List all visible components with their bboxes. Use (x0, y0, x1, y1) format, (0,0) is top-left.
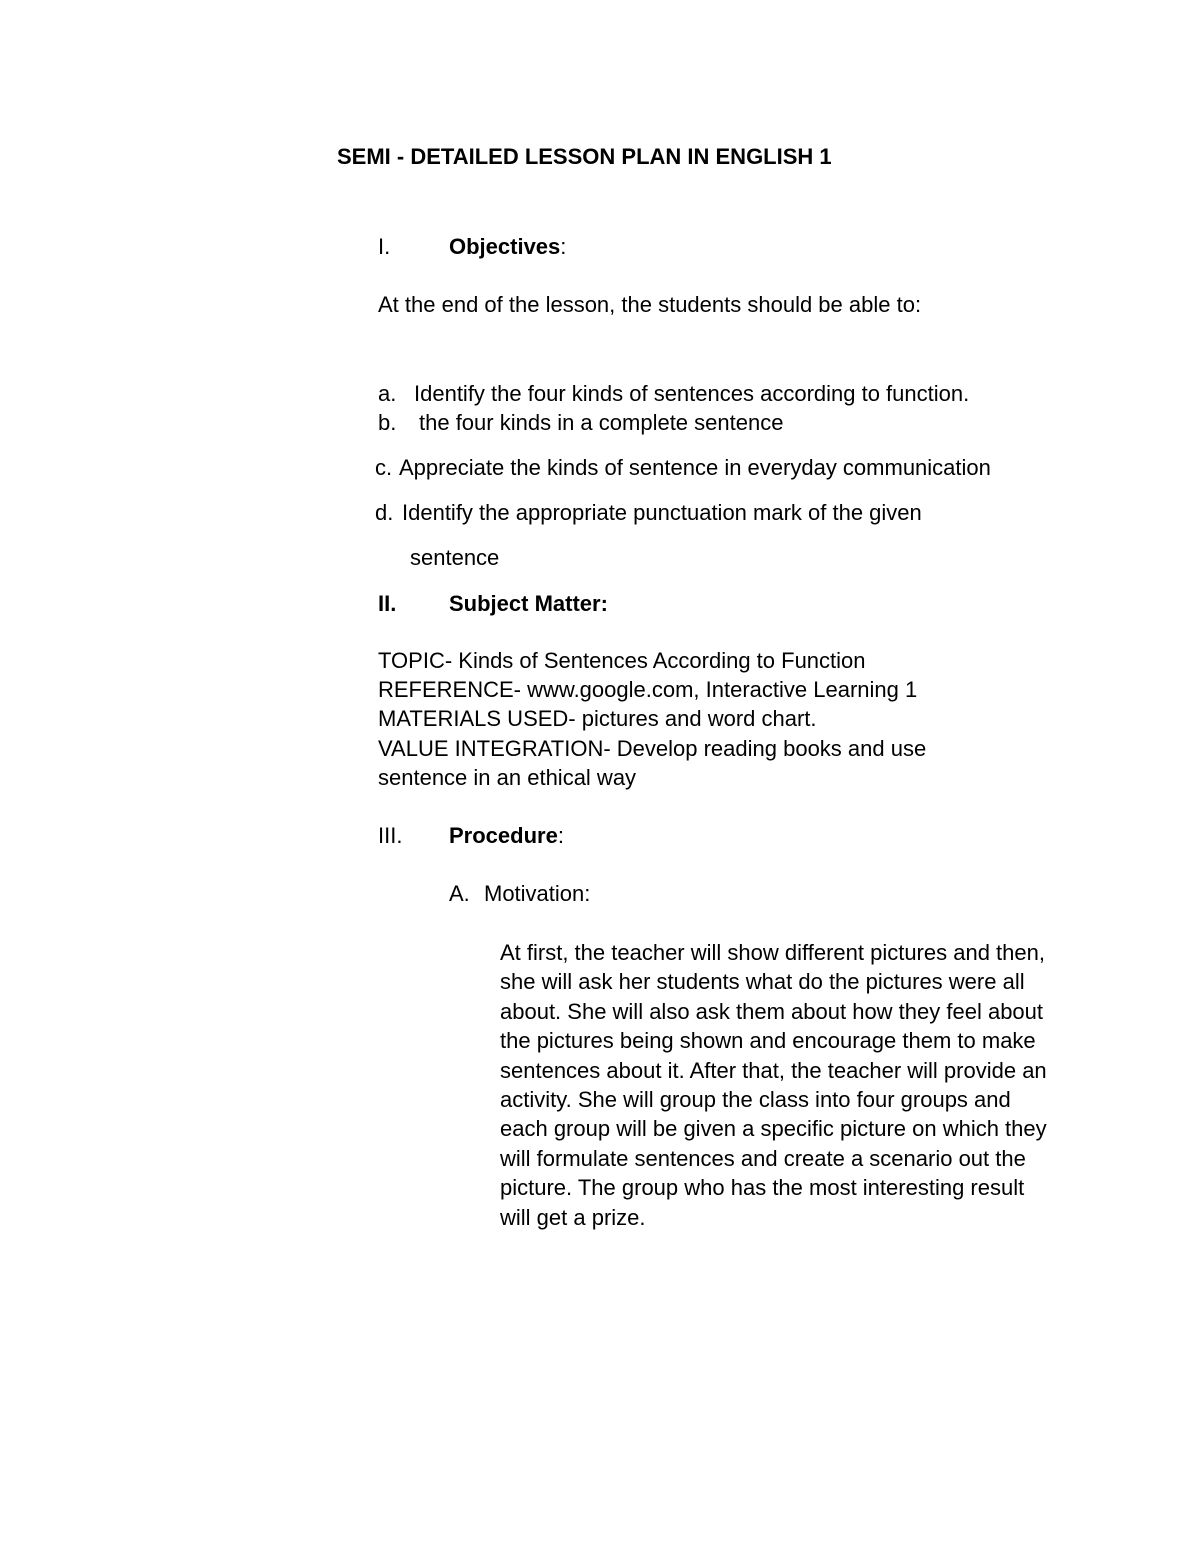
subject-topic-line: TOPIC- Kinds of Sentences According to Function (378, 648, 866, 673)
subject-matter-heading: Subject Matter: (449, 591, 608, 616)
objectives-colon: : (560, 234, 567, 259)
objectives-heading: Objectives (449, 234, 561, 259)
objective-c-text: Appreciate the kinds of sentence in everyday communication (399, 455, 991, 480)
objective-a-text: Identify the four kinds of sentences according to function. (414, 381, 970, 406)
motivation-heading: Motivation: (484, 881, 591, 906)
objective-b-marker: b. (378, 410, 397, 435)
procedure-heading-line (449, 825, 564, 847)
subject-reference-line: REFERENCE- www.google.com, Interactive Learning 1 (378, 677, 918, 702)
objective-d-marker: d. (375, 500, 394, 525)
objective-c-marker: c. (375, 455, 393, 480)
procedure-colon: : (557, 823, 564, 848)
subject-value-line-continued: sentence in an ethical way (378, 765, 637, 790)
objectives-numeral: I. (378, 234, 391, 259)
procedure-heading: Procedure (449, 823, 558, 848)
objectives-heading-line (449, 236, 566, 258)
objective-a-marker: a. (378, 381, 397, 406)
document-title: SEMI - DETAILED LESSON PLAN IN ENGLISH 1 (337, 144, 832, 169)
motivation-marker: A. (449, 881, 470, 906)
objective-d-continuation: sentence (410, 545, 500, 570)
motivation-paragraph: At first, the teacher will show different pictures and then, she will ask her students what do the pictures were all about. She will also ask them about how they feel about the pictures being shown and encourage them to make sentences about it. After that, the teacher will provide an activity. She will group the class into four groups and each group will be given a specific picture on which they will formulate sentences and create a scenario out the picture. The group who has the most interesting result will get a prize. (500, 940, 1047, 1230)
objective-d-text: Identify the appropriate punctuation mark of the given (402, 500, 922, 525)
subject-matter-numeral: II. (378, 591, 397, 616)
objective-b-text: the four kinds in a complete sentence (419, 410, 784, 435)
subject-materials-line: MATERIALS USED- pictures and word chart. (378, 706, 817, 731)
subject-value-line: VALUE INTEGRATION- Develop reading books and use (378, 736, 927, 761)
objectives-intro: At the end of the lesson, the students should be able to: (378, 292, 922, 317)
procedure-numeral: III. (378, 823, 403, 848)
